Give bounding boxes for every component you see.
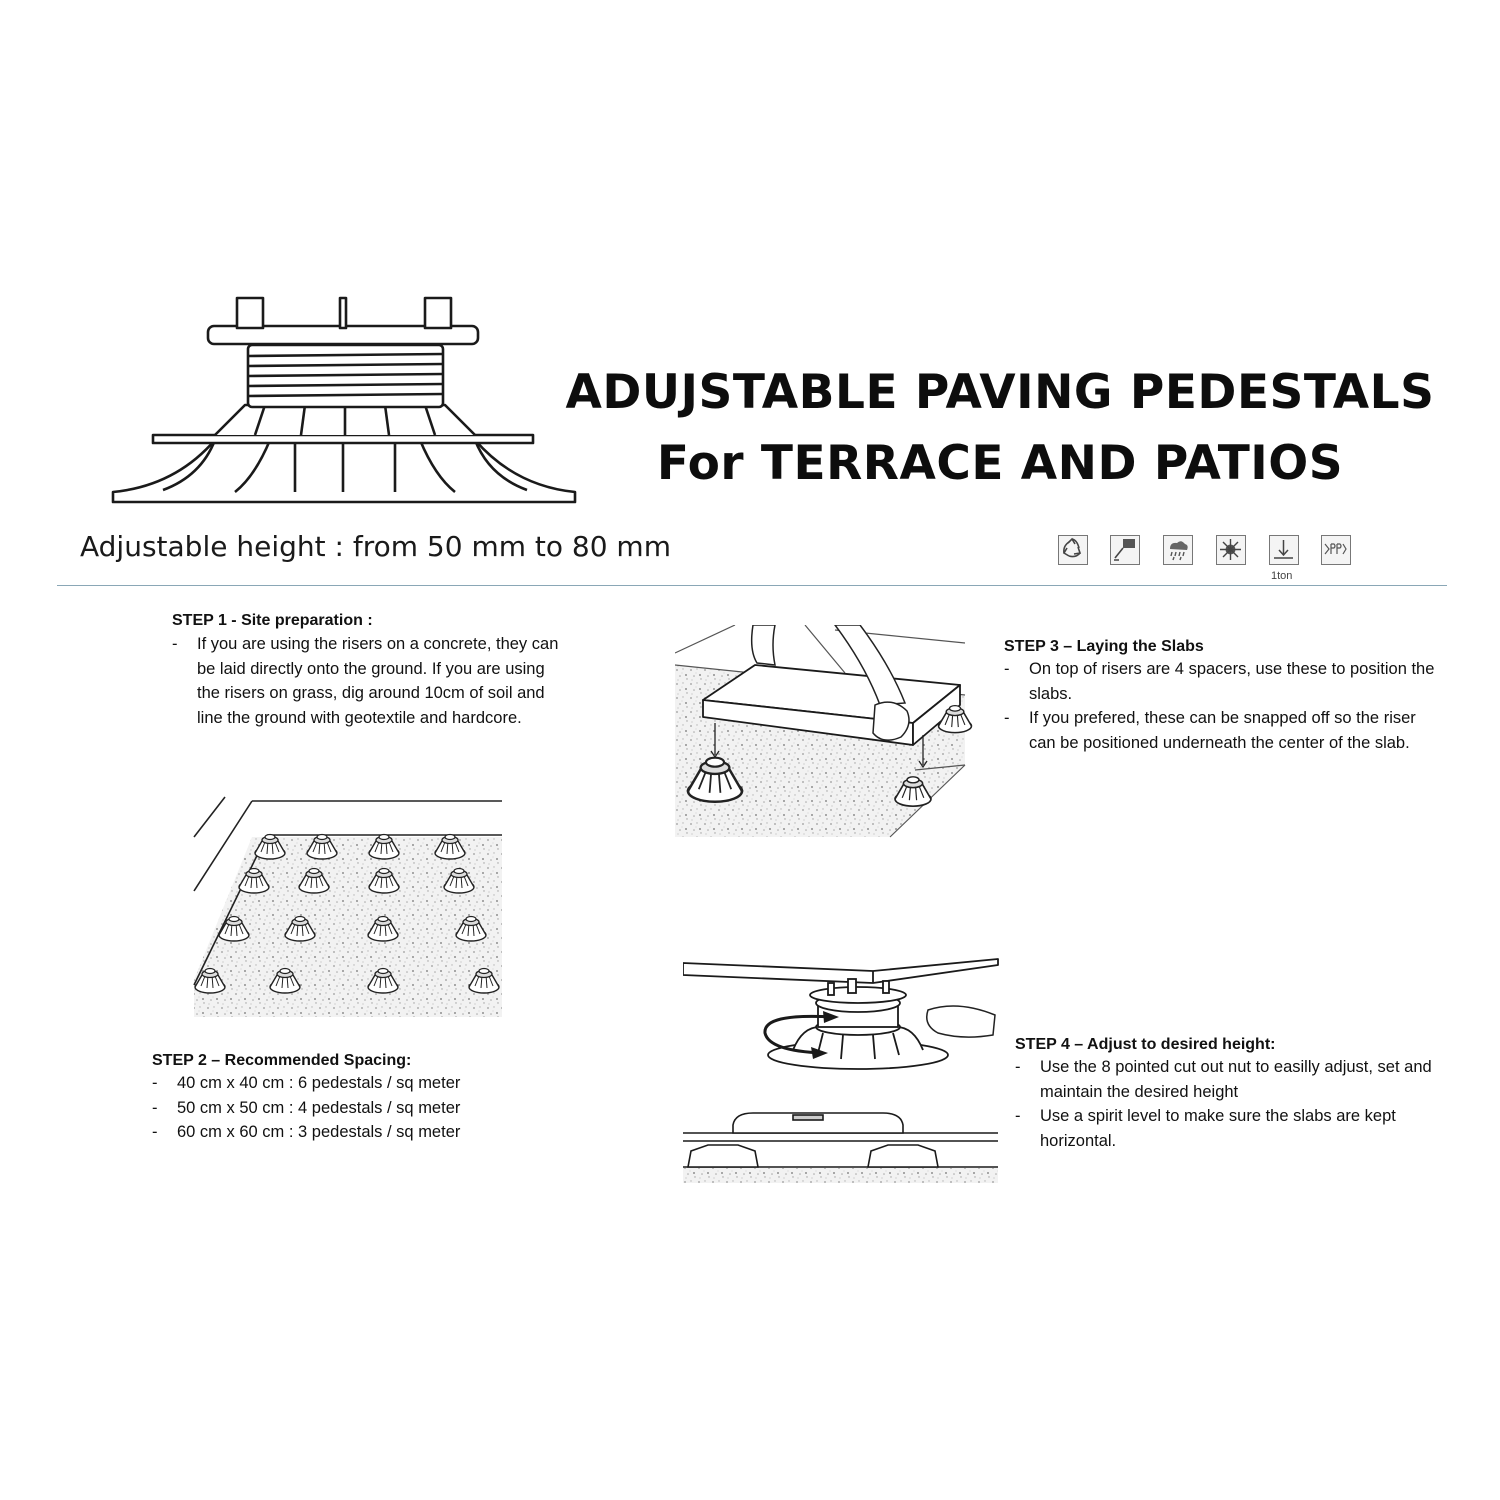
uv-resistant-icon bbox=[1110, 535, 1140, 565]
recycle-icon bbox=[1058, 535, 1088, 565]
header-divider bbox=[57, 585, 1447, 586]
step2-section bbox=[152, 1052, 572, 1145]
step1-section bbox=[172, 612, 572, 730]
step4-section bbox=[1015, 1036, 1460, 1153]
title-line-1: ADUJSTABLE PAVING PEDESTALS bbox=[565, 365, 1435, 420]
frost-resistant-icon bbox=[1216, 535, 1246, 565]
laying-slabs-illustration bbox=[675, 625, 973, 840]
step4-bullet: - Use the 8 pointed cut out nut to easilly adjust, set and maintain the desired height bbox=[1015, 1055, 1460, 1104]
weather-resistant-icon bbox=[1163, 535, 1193, 565]
step4-title: STEP 4 – Adjust to desired height: bbox=[1015, 1036, 1276, 1053]
step3-bullet: - If you prefered, these can be snapped off so the riser can be positioned underneath the center of the slab. bbox=[1004, 706, 1444, 755]
step2-bullet: - 50 cm x 50 cm : 4 pedestals / sq meter bbox=[152, 1096, 572, 1121]
step2-bullet: - 40 cm x 40 cm : 6 pedestals / sq meter bbox=[152, 1071, 572, 1096]
step2-title: STEP 2 – Recommended Spacing: bbox=[152, 1052, 412, 1069]
step2-bullet: - 60 cm x 60 cm : 3 pedestals / sq meter bbox=[152, 1120, 572, 1145]
adjustable-height-label: Adjustable height : from 50 mm to 80 mm bbox=[80, 530, 671, 563]
step4-bullet: - Use a spirit level to make sure the slabs are kept horizontal. bbox=[1015, 1104, 1460, 1153]
pp-material-icon bbox=[1321, 535, 1351, 565]
pedestal-grid-illustration bbox=[192, 795, 504, 1020]
step3-title: STEP 3 – Laying the Slabs bbox=[1004, 638, 1204, 655]
title-line-2: For TERRACE AND PATIOS bbox=[656, 436, 1344, 491]
pedestal-illustration bbox=[105, 290, 585, 515]
step3-bullet: - On top of risers are 4 spacers, use these to position the slabs. bbox=[1004, 657, 1444, 706]
load-caption: 1ton bbox=[1271, 570, 1293, 582]
step3-section bbox=[1004, 638, 1444, 755]
adjust-height-illustration bbox=[683, 955, 1003, 1185]
load-icon bbox=[1269, 535, 1299, 565]
step1-title: STEP 1 - Site preparation : bbox=[172, 612, 373, 629]
step1-bullet: - If you are using the risers on a concrete, they can be laid directly onto the ground. If you are using the risers on grass, dig around 10cm of soil and line the ground with geotextile and hardcore. bbox=[172, 632, 572, 730]
